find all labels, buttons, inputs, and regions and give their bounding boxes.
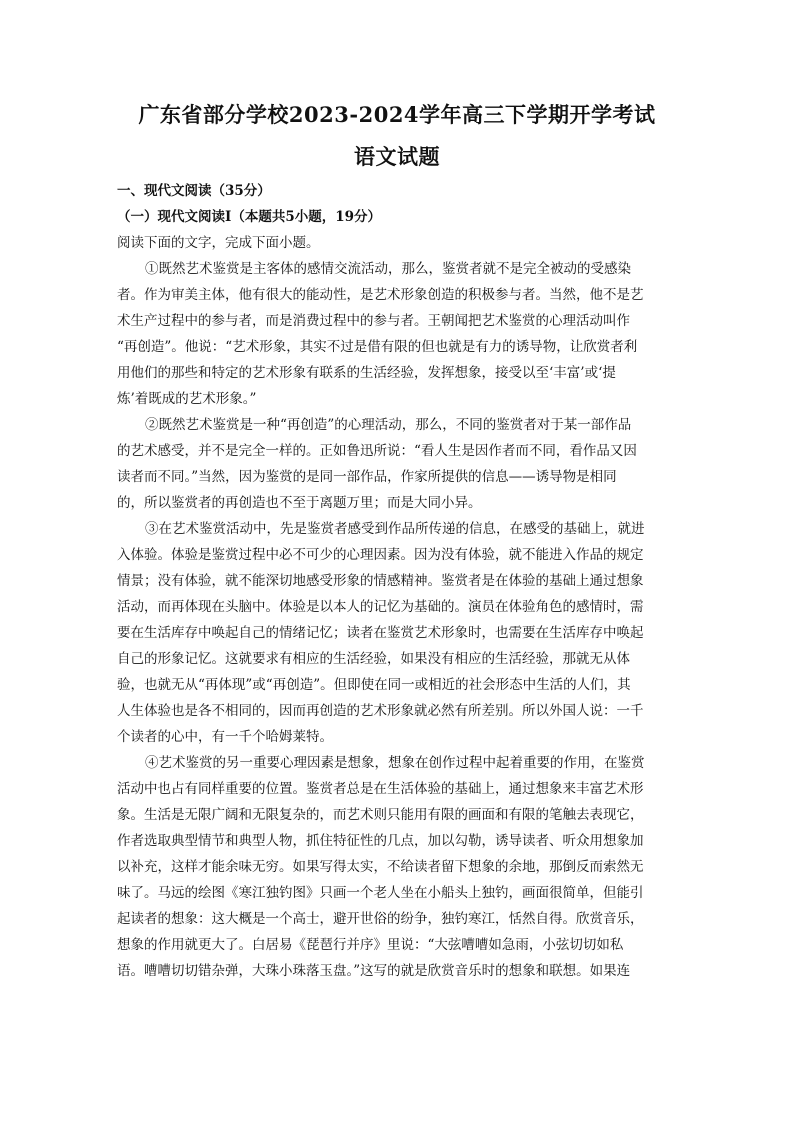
paragraph-line: 情景；没有体验，就不能深切地感受形象的情感精神。鉴赏者是在体验的基础上通过想象 (117, 573, 644, 589)
paragraph-line: “再创造”。他说：“艺术形象，其实不过是借有限的但也就是有力的诱导物，让欣赏者利 (117, 339, 638, 355)
paragraph-3 (117, 516, 677, 750)
paragraph-line: 语。嘈嘈切切错杂弹，大珠小珠落玉盘。”这写的就是欣赏音乐时的想象和联想。如果连 (117, 963, 631, 979)
paragraph-1 (117, 256, 677, 412)
exam-title: 广东省部分学校2023-2024学年高三下学期开学考试 (138, 102, 656, 127)
paragraph-line: 读者而不同。”当然，因为鉴赏的是同一部作品，作家所提供的信息——诱导物是相同 (117, 469, 617, 485)
paragraph-2 (117, 412, 677, 516)
paragraph-line: ②既然艺术鉴赏是一种“再创造”的心理活动，那么，不同的鉴赏者对于某一部作品 (145, 417, 632, 433)
section-heading: 一、现代文阅读（35分） (117, 183, 271, 199)
paragraph-line: 的，所以鉴赏者的再创造也不至于离题万里；而是大同小异。 (117, 495, 482, 511)
paragraph-line: 个读者的心中，有一千个哈姆莱特。 (117, 729, 333, 745)
paragraph-line: 起读者的想象：这大概是一个高士，避开世俗的纷争，独钓寒江，恬然自得。欣赏音乐， (117, 911, 644, 927)
paragraph-line: 者。作为审美主体，他有很大的能动性，是艺术形象创造的积极参与者。当然，他不是艺 (117, 287, 644, 303)
paragraph-line: ①既然艺术鉴赏是主客体的感情交流活动，那么，鉴赏者就不是完全被动的受感染 (145, 261, 631, 277)
paragraph-line: ④艺术鉴赏的另一重要心理因素是想象，想象在创作过程中起着重要的作用，在鉴赏 (145, 755, 645, 771)
paragraph-line: 人生体验也是各不相同的，因而再创造的艺术形象就必然有所差别。所以外国人说：一千 (117, 703, 644, 719)
instruction-text: 阅读下面的文字，完成下面小题。 (117, 235, 320, 251)
subject-title: 语文试题 (354, 144, 440, 169)
paragraph-line: 的艺术感受，并不是完全一样的。正如鲁迅所说：“看人生是因作者而不同，看作品又因 (117, 443, 637, 459)
paragraph-line: 活动，而再体现在头脑中。体验是以本人的记忆为基础的。演员在体验角色的感情时，需 (117, 599, 644, 615)
paragraph-4 (117, 750, 677, 984)
subsection-heading: （一）现代文阅读Ⅰ（本题共5小题，19分） (117, 209, 381, 225)
paragraph-line: 自己的形象记忆。这就要求有相应的生活经验，如果没有相应的生活经验，那就无从体 (117, 651, 630, 667)
paragraph-line: 用他们的那些和特定的艺术形象有联系的生活经验，发挥想象，接受以至‘丰富’或‘提 (117, 365, 616, 381)
paragraph-line: 验，也就无从“再体现”或“再创造”。但即使在同一或相近的社会形态中生活的人们，其 (117, 677, 631, 693)
paragraph-line: 要在生活库存中唤起自己的情绪记忆；读者在鉴赏艺术形象时，也需要在生活库存中唤起 (117, 625, 644, 641)
document-body (117, 178, 677, 984)
paragraph-line: 以补充，这样才能余味无穷。如果写得太实，不给读者留下想象的余地，那倒反而索然无 (117, 859, 644, 875)
paragraph-line: ③在艺术鉴赏活动中，先是鉴赏者感受到作品所传递的信息，在感受的基础上，就进 (145, 521, 645, 537)
paragraph-line: 活动中也占有同样重要的位置。鉴赏者总是在生活体验的基础上，通过想象来丰富艺术形 (117, 781, 644, 797)
paragraph-line: 想象的作用就更大了。白居易《琵琶行并序》里说：“大弦嘈嘈如急雨，小弦切切如私 (117, 937, 624, 953)
paragraph-line: 炼’着既成的艺术形象。” (117, 391, 257, 407)
paragraph-line: 作者选取典型情节和典型人物，抓住特征性的几点，加以勾勒，诱导读者、听众用想象加 (117, 833, 644, 849)
paragraph-line: 术生产过程中的参与者，而是消费过程中的参与者。王朝闻把艺术鉴赏的心理活动叫作 (117, 313, 630, 329)
paragraph-line: 入体验。体验是鉴赏过程中必不可少的心理因素。因为没有体验，就不能进入作品的规定 (117, 547, 644, 563)
paragraph-line: 味了。马远的绘图《寒江独钓图》只画一个老人坐在小船头上独钓，画面很简单，但能引 (117, 885, 644, 901)
paragraph-line: 象。生活是无限广阔和无限复杂的，而艺术则只能用有限的画面和有限的笔触去表现它， (117, 807, 644, 823)
